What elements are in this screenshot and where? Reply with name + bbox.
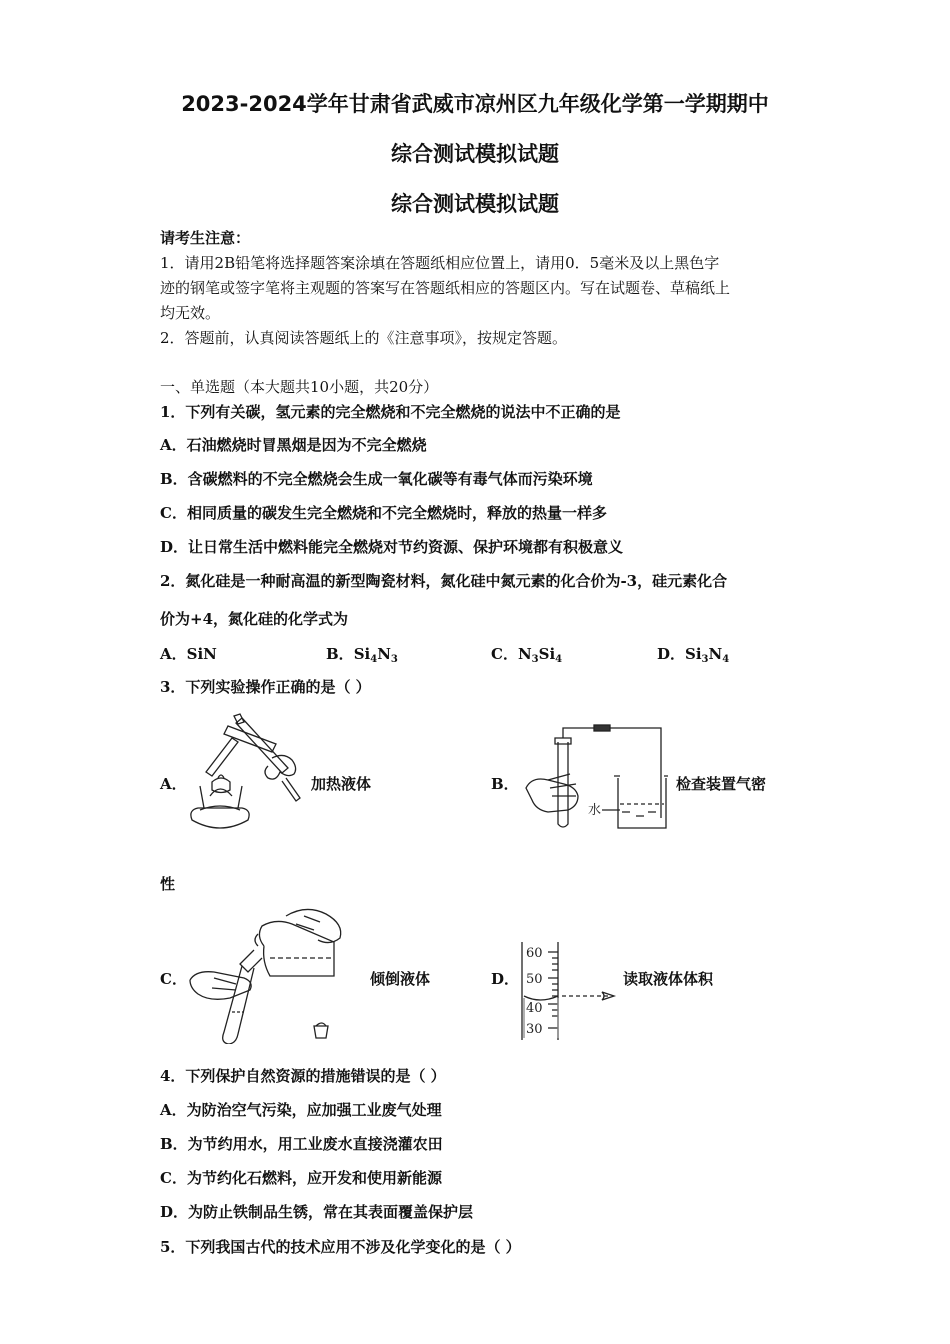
formula-element: Si: [685, 645, 702, 663]
question-2-option-c: [491, 643, 562, 664]
cylinder-reading-illustration: [518, 940, 622, 1042]
question-2-stem-line-1: 2．氮化硅是一种耐高温的新型陶瓷材料，氮化硅中氮元素的化合价为-3，硅元素化合: [160, 572, 728, 590]
question-4-option-c: C．为节约化石燃料，应开发和使用新能源: [160, 1169, 442, 1187]
exam-title-line-1: 2023-2024学年甘肃省武威市凉州区九年级化学第一学期期中: [181, 92, 769, 116]
question-1-stem: 1．下列有关碳，氢元素的完全燃烧和不完全燃烧的说法中不正确的是: [160, 403, 621, 421]
notice-item-1-line-2: 迹的钢笔或签字笔将主观题的答案写在答题纸相应的答题区内。写在试题卷、草稿纸上: [160, 279, 731, 297]
notice-item-1-line-3: 均无效。: [160, 304, 221, 322]
formula-element: Si: [353, 645, 371, 663]
formula-subscript: 3: [701, 654, 709, 665]
formula-subscript: 3: [390, 654, 398, 665]
question-2-option-d: [657, 643, 729, 664]
question-4-option-a: A．为防治空气污染，应加强工业废气处理: [160, 1101, 442, 1119]
formula-subscript: 4: [555, 654, 563, 665]
formula-element: N: [517, 645, 532, 663]
question-3-option-d-label: D．: [491, 970, 520, 988]
question-3-option-a-label: A．: [160, 775, 187, 793]
scale-30: 30: [526, 1022, 543, 1037]
option-c-label: C．: [491, 645, 518, 663]
question-4-option-d: D．为防止铁制品生锈，常在其表面覆盖保护层: [160, 1203, 474, 1221]
notice-item-2: 2．答题前，认真阅读答题纸上的《注意事项》，按规定答题。: [160, 329, 568, 347]
water-label: 水: [588, 803, 602, 818]
option-d-label: D．: [657, 645, 686, 663]
formula-subscript: 3: [531, 654, 539, 665]
formula-element: Si: [538, 645, 556, 663]
notice-heading: 请考生注意：: [160, 229, 251, 247]
question-3-option-c-caption: 倾倒液体: [370, 970, 431, 988]
option-a-formula: SiN: [186, 645, 217, 663]
question-2-option-a: [160, 643, 217, 664]
question-3-option-a-caption: 加热液体: [311, 775, 372, 793]
formula-element: N: [708, 645, 723, 663]
question-4-stem: 4．下列保护自然资源的措施错误的是（ ）: [160, 1067, 446, 1085]
question-3-option-b-label: B．: [491, 775, 519, 793]
question-3-option-b-caption-continued: 性: [160, 875, 176, 893]
question-1-option-c: C．相同质量的碳发生完全燃烧和不完全燃烧时，释放的热量一样多: [160, 504, 607, 522]
exam-title-line-2: 综合测试模拟试题: [391, 142, 559, 166]
formula-element: N: [377, 645, 391, 663]
question-2-stem-line-2: 价为+4，氮化硅的化学式为: [160, 610, 349, 628]
question-3-option-d-caption: 读取液体体积: [623, 970, 714, 988]
pouring-liquid-illustration: [186, 900, 354, 1044]
section-heading: 一、单选题（本大题共10小题，共20分）: [160, 378, 439, 396]
question-1-option-a: A．石油燃烧时冒黑烟是因为不完全燃烧: [160, 436, 427, 454]
question-3-option-c-label: C．: [160, 970, 187, 988]
option-a-label: A．: [160, 645, 187, 663]
formula-subscript: 4: [722, 654, 730, 665]
airtightness-check-illustration: [518, 722, 668, 832]
question-5-stem: 5．下列我国古代的技术应用不涉及化学变化的是（ ）: [160, 1238, 521, 1256]
question-1-option-d: D．让日常生活中燃料能完全燃烧对节约资源、保护环境都有积极意义: [160, 538, 624, 556]
formula-subscript: 4: [370, 654, 378, 665]
question-3-option-b-caption: 检查装置气密: [676, 775, 767, 793]
question-3-stem: 3．下列实验操作正确的是（ ）: [160, 678, 371, 696]
notice-item-1-line-1: 1．请用2B铅笔将选择题答案涂填在答题纸相应位置上，请用0．5毫米及以上黑色字: [160, 254, 720, 272]
option-b-label: B．: [326, 645, 354, 663]
heating-liquid-illustration: [182, 712, 308, 836]
scale-60: 60: [526, 946, 543, 961]
scale-40: 40: [526, 1001, 543, 1016]
question-4-option-b: B．为节约用水，用工业废水直接浇灌农田: [160, 1135, 443, 1153]
scale-50: 50: [526, 972, 543, 987]
exam-title-line-3: 综合测试模拟试题: [391, 192, 559, 216]
question-2-option-b: [326, 643, 398, 664]
question-1-option-b: B．含碳燃料的不完全燃烧会生成一氧化碳等有毒气体而污染环境: [160, 470, 593, 488]
